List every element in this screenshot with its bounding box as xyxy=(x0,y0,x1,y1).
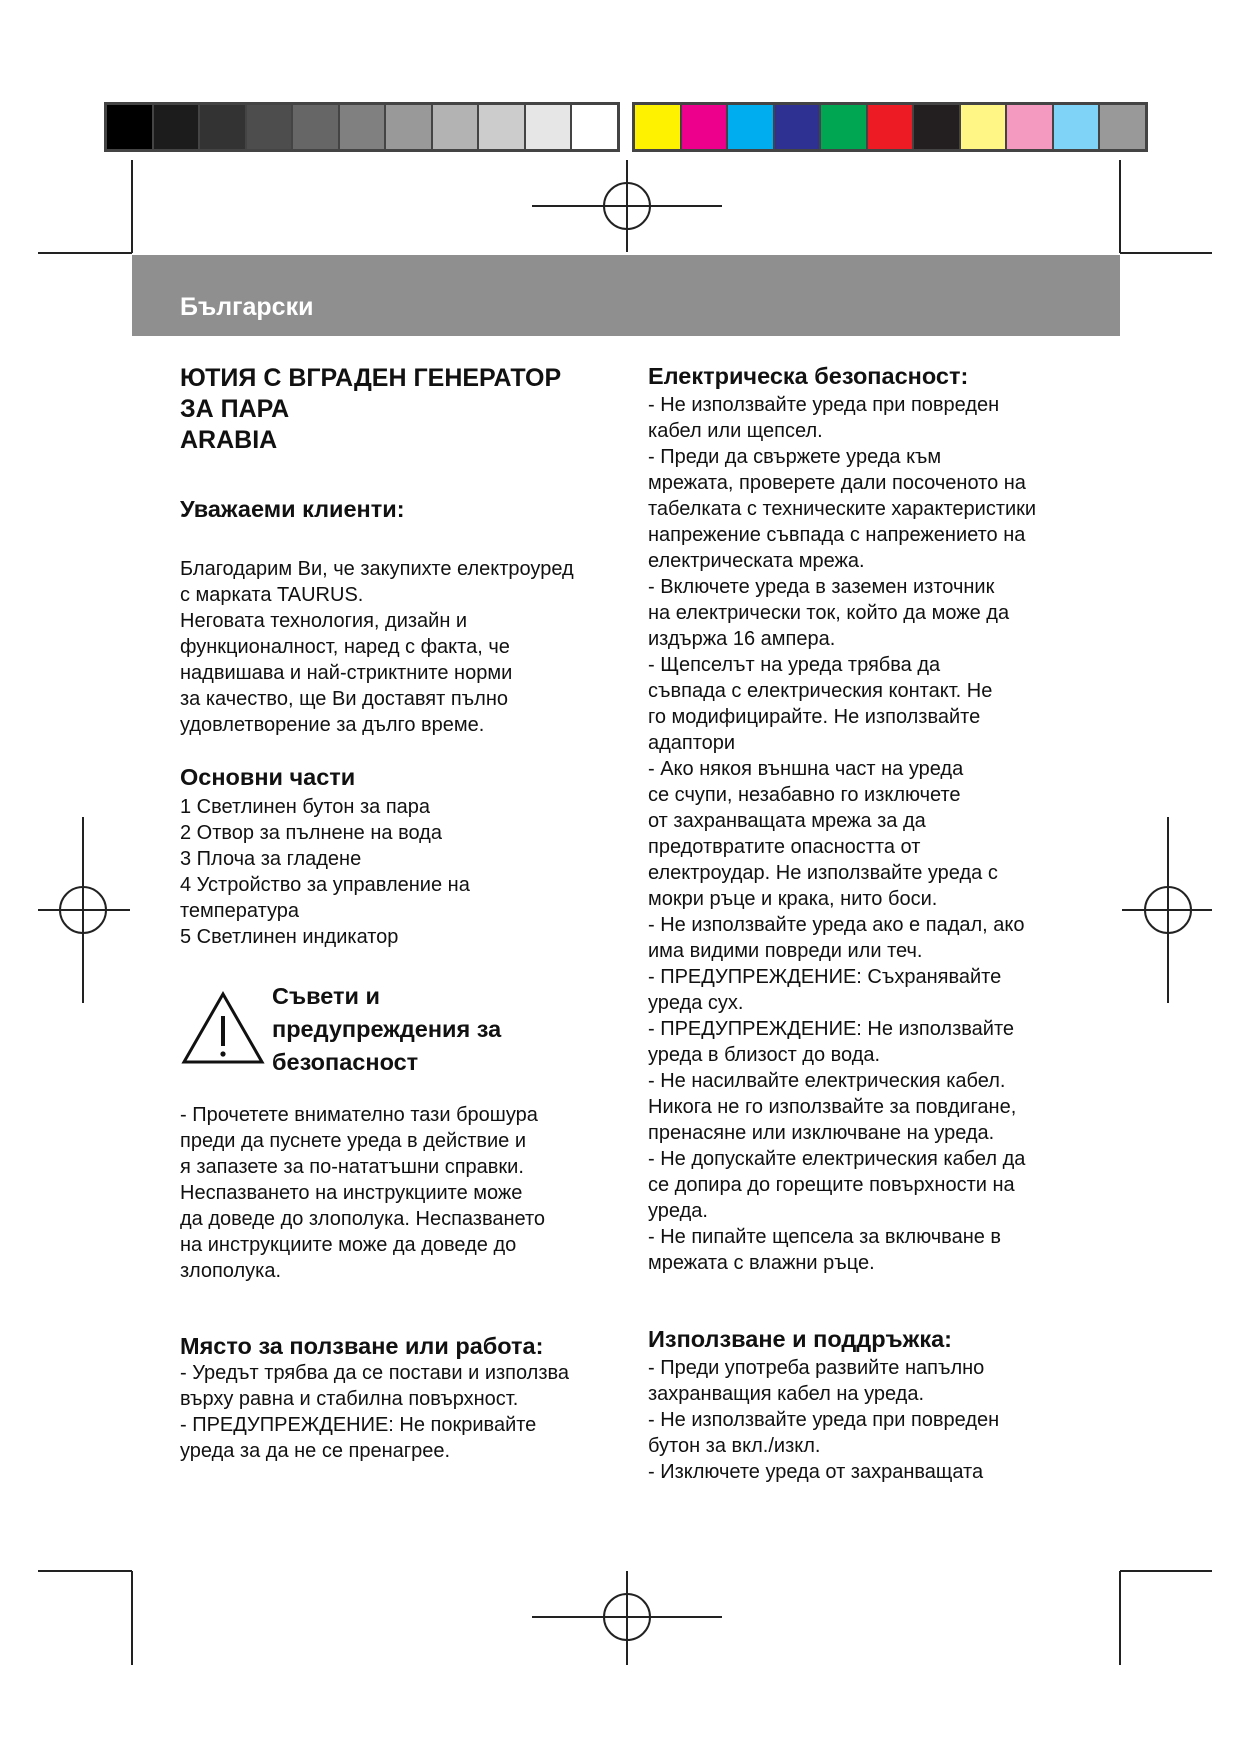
registration-target-left xyxy=(38,817,130,1003)
place-text: - Уредът трябва да се постави и използва върху равна и стабилна повърхност. - ПРЕДУПРЕЖДЕНИЕ: Не покривайте уреда за да не се пренагрее. xyxy=(180,1362,570,1462)
safety-text: - Прочетете внимателно тази брошура преди да пуснете уреда в действие и я запазете за по-нататъшни справки. Неспазването на инструкциите може да доведе до злополука. Неспазването на инструкциите може да доведе до злополука. xyxy=(180,1104,546,1282)
grayscale-color-bar xyxy=(104,102,620,152)
gray-swatch-8 xyxy=(433,105,480,149)
color-swatch-8 xyxy=(961,105,1008,149)
parts-item-4: 4 Устройство за управление на температура xyxy=(180,874,470,922)
electrical-heading: Електрическа безопасност: xyxy=(648,363,969,389)
greeting-text: Благодарим Ви, че закупихте електроуред с марката TAURUS. Неговата технология, дизайн и функционалност, наред с факта, че надвишава и най-стриктните норми за качество, ще Ви доставят пълно удовлетворение за дълго време. xyxy=(180,558,574,736)
color-swatch-3 xyxy=(728,105,775,149)
color-swatch-1 xyxy=(635,105,682,149)
warning-triangle-icon xyxy=(180,990,266,1066)
product-title: ЮТИЯ С ВГРАДЕН ГЕНЕРАТОР ЗА ПАРА ARABIA xyxy=(180,364,562,454)
color-swatch-7 xyxy=(914,105,961,149)
parts-item-1: 1 Светлинен бутон за пара xyxy=(180,796,431,818)
cmyk-color-bar xyxy=(632,102,1148,152)
registration-target-bottom xyxy=(532,1571,722,1665)
color-swatch-2 xyxy=(682,105,729,149)
gray-swatch-3 xyxy=(200,105,247,149)
language-label: Български xyxy=(180,293,314,321)
usage-text: - Преди употреба развийте напълно захранващия кабел на уреда. - Не използвайте уреда при повреден бутон за вкл./изкл. - Изключете уреда от захранващата xyxy=(648,1357,1000,1483)
parts-item-3: 3 Плоча за гладене xyxy=(180,848,362,870)
gray-swatch-5 xyxy=(293,105,340,149)
gray-swatch-11 xyxy=(572,105,617,149)
gray-swatch-1 xyxy=(107,105,154,149)
language-band xyxy=(132,255,1120,336)
registration-target-right xyxy=(1122,817,1212,1003)
greeting-heading: Уважаеми клиенти: xyxy=(180,496,405,522)
usage-heading: Използване и поддръжка: xyxy=(648,1326,952,1352)
gray-swatch-4 xyxy=(247,105,294,149)
parts-item-5: 5 Светлинен индикатор xyxy=(180,926,399,948)
place-heading: Място за ползване или работа: xyxy=(180,1333,544,1359)
gray-swatch-6 xyxy=(340,105,387,149)
gray-swatch-2 xyxy=(154,105,201,149)
parts-item-2: 2 Отвор за пълнене на вода xyxy=(180,822,442,844)
color-swatch-6 xyxy=(868,105,915,149)
color-swatch-9 xyxy=(1007,105,1054,149)
color-swatch-11 xyxy=(1100,105,1145,149)
safety-heading: Съвети и предупреждения за безопасност xyxy=(272,983,502,1075)
parts-heading: Основни части xyxy=(180,764,356,790)
color-swatch-10 xyxy=(1054,105,1101,149)
gray-swatch-9 xyxy=(479,105,526,149)
registration-target-top xyxy=(532,160,722,252)
gray-swatch-7 xyxy=(386,105,433,149)
parts-list xyxy=(180,794,620,950)
color-swatch-4 xyxy=(775,105,822,149)
electrical-text: - Не използвайте уреда при повреден кабел или щепсел. - Преди да свържете уреда към мрежата, проверете дали посоченото на табелката с техническите характеристики напрежение съвпада с напрежението на електрическата мрежа. - Включете уреда в заземен източник на електрически ток, който да може да издържа 16 ампера. - Щепселът на уреда трябва да съвпада с електрическия контакт. Не го модифицирайте. Не използвайте адаптори - Ако някоя външна част на уреда се счупи, незабавно го изключете от захранващата мрежа за да предотвратите опасността от електроудар. Не използвайте уреда с мокри ръце и крака, нито боси. - Не използвайте уреда ако е падал, ако има видими повреди или теч. - ПРЕДУПРЕЖДЕНИЕ: Съхранявайте уреда сух. - ПРЕДУПРЕЖДЕНИЕ: Не използвайте уреда в близост до вода. - Не насилвайте електрическия кабел. Никога не го използвайте за повдигане, пренасяне или изключване на уреда. - Не допускайте електрическия кабел да се допира до горещите повърхности на уреда. - Не пипайте щепсела за включване в мрежата с влажни ръце. xyxy=(648,394,1037,1274)
safety-header xyxy=(180,980,600,1090)
color-swatch-5 xyxy=(821,105,868,149)
gray-swatch-10 xyxy=(526,105,573,149)
